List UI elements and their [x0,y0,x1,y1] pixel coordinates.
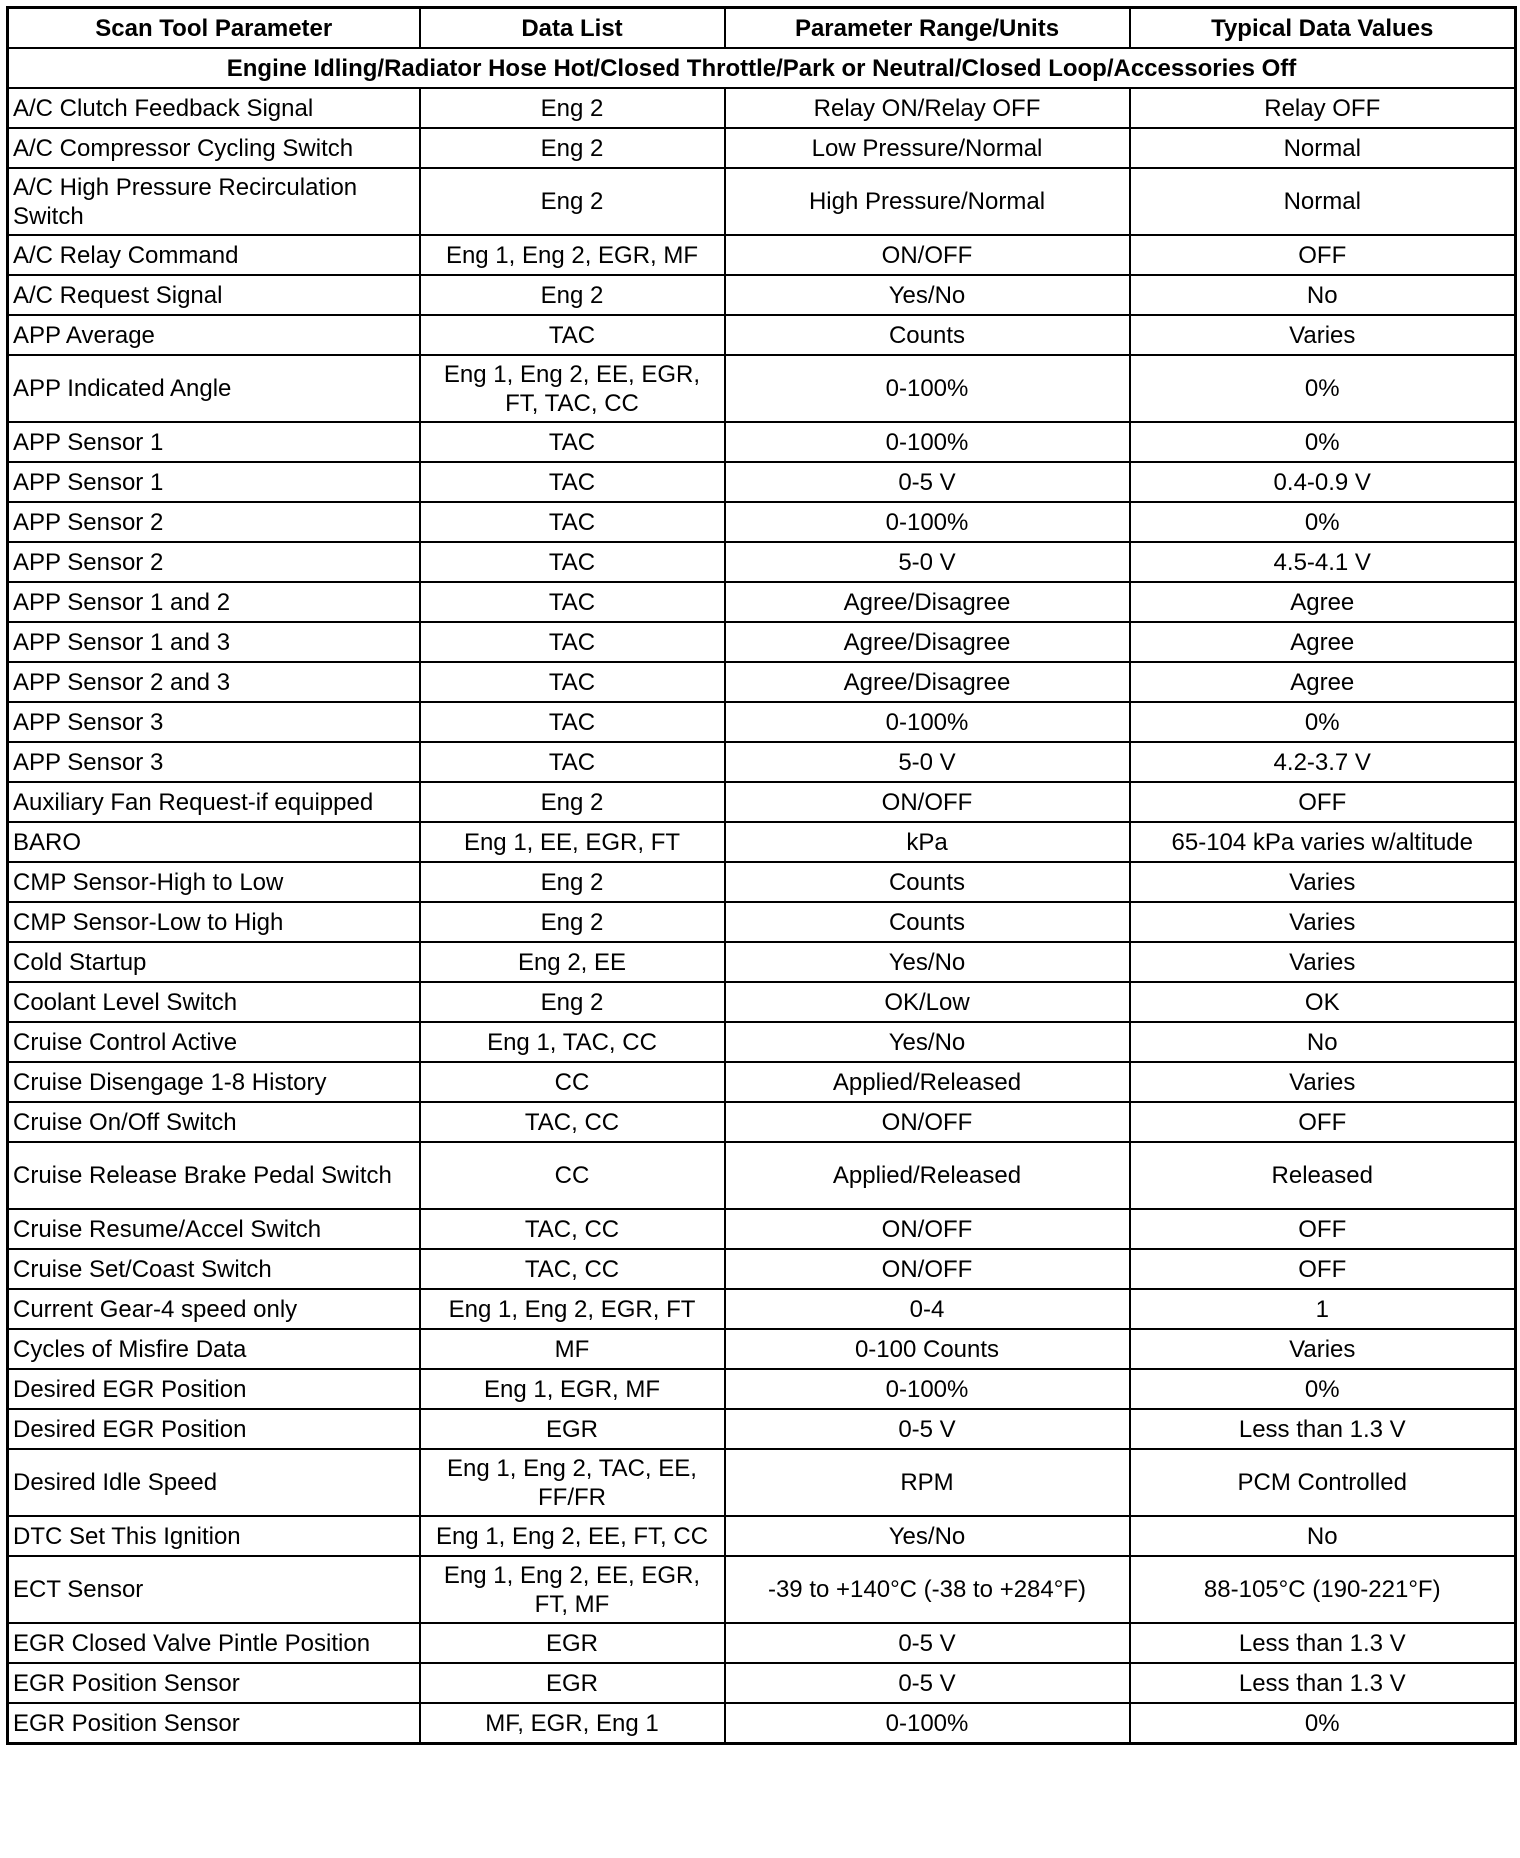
table-row [8,502,1516,542]
data-list-cell: Eng 1, Eng 2, EGR, FT [420,1289,725,1329]
range-units-cell: 0-5 V [725,1623,1130,1663]
range-units-cell: ON/OFF [725,235,1130,275]
typical-value-cell: OFF [1130,1102,1516,1142]
range-units-cell: ON/OFF [725,782,1130,822]
table-body [8,48,1516,1744]
table-row [8,782,1516,822]
header-data-list: Data List [420,8,725,49]
table-row [8,1369,1516,1409]
typical-value-cell: Agree [1130,662,1516,702]
range-units-cell: 5-0 V [725,742,1130,782]
data-list-cell: TAC [420,662,725,702]
typical-value-cell: 65-104 kPa varies w/altitude [1130,822,1516,862]
table-row [8,702,1516,742]
data-list-cell: Eng 2 [420,982,725,1022]
parameter-name-cell: A/C Compressor Cycling Switch [8,128,420,168]
range-units-cell: 5-0 V [725,542,1130,582]
table-row [8,582,1516,622]
table-row [8,1209,1516,1249]
table-row [8,128,1516,168]
range-units-cell: Yes/No [725,1022,1130,1062]
table-row [8,942,1516,982]
parameter-name-cell: A/C High Pressure Recirculation Switch [8,168,420,235]
range-units-cell: Applied/Released [725,1142,1130,1209]
table-row [8,862,1516,902]
parameter-name-cell: APP Sensor 1 [8,422,420,462]
range-units-cell: Yes/No [725,942,1130,982]
range-units-cell: 0-100% [725,502,1130,542]
range-units-cell: Yes/No [725,1516,1130,1556]
table-row [8,1663,1516,1703]
typical-value-cell: 0% [1130,502,1516,542]
range-units-cell: 0-100% [725,1369,1130,1409]
range-units-cell: 0-100% [725,422,1130,462]
table-row [8,1329,1516,1369]
parameter-name-cell: Cruise Set/Coast Switch [8,1249,420,1289]
parameter-name-cell: APP Sensor 3 [8,702,420,742]
typical-value-cell: No [1130,1516,1516,1556]
range-units-cell: 0-100% [725,355,1130,422]
typical-value-cell: 0.4-0.9 V [1130,462,1516,502]
typical-value-cell: No [1130,1022,1516,1062]
typical-value-cell: OFF [1130,235,1516,275]
table-row [8,1102,1516,1142]
data-list-cell: TAC [420,542,725,582]
table-row [8,275,1516,315]
header-parameter-range-units: Parameter Range/Units [725,8,1130,49]
table-row [8,1062,1516,1102]
parameter-name-cell: Cold Startup [8,942,420,982]
typical-value-cell: 4.2-3.7 V [1130,742,1516,782]
header-row [8,8,1516,49]
range-units-cell: Agree/Disagree [725,622,1130,662]
table-row [8,1249,1516,1289]
table-row [8,1703,1516,1744]
parameter-name-cell: APP Sensor 1 and 2 [8,582,420,622]
parameter-name-cell: EGR Closed Valve Pintle Position [8,1623,420,1663]
condition-row [8,48,1516,88]
range-units-cell: RPM [725,1449,1130,1516]
parameter-name-cell: Cruise Release Brake Pedal Switch [8,1142,420,1209]
range-units-cell: 0-100 Counts [725,1329,1130,1369]
data-list-cell: Eng 1, EGR, MF [420,1369,725,1409]
parameter-name-cell: APP Sensor 1 [8,462,420,502]
parameter-name-cell: APP Sensor 3 [8,742,420,782]
typical-value-cell: 0% [1130,1369,1516,1409]
data-list-cell: MF [420,1329,725,1369]
table-header [8,8,1516,49]
range-units-cell: 0-5 V [725,462,1130,502]
typical-value-cell: OFF [1130,782,1516,822]
table-row [8,315,1516,355]
parameter-name-cell: APP Sensor 2 [8,542,420,582]
typical-value-cell: Less than 1.3 V [1130,1623,1516,1663]
parameter-name-cell: APP Sensor 1 and 3 [8,622,420,662]
data-list-cell: Eng 1, Eng 2, TAC, EE, FF/FR [420,1449,725,1516]
parameter-name-cell: APP Indicated Angle [8,355,420,422]
typical-value-cell: Less than 1.3 V [1130,1409,1516,1449]
table-row [8,982,1516,1022]
parameter-name-cell: A/C Relay Command [8,235,420,275]
typical-value-cell: OK [1130,982,1516,1022]
range-units-cell: Low Pressure/Normal [725,128,1130,168]
table-row [8,1623,1516,1663]
parameter-name-cell: Desired Idle Speed [8,1449,420,1516]
parameter-name-cell: CMP Sensor-High to Low [8,862,420,902]
data-list-cell: EGR [420,1409,725,1449]
test-condition-text: Engine Idling/Radiator Hose Hot/Closed Throttle/Park or Neutral/Closed Loop/Accessories Off [8,48,1516,88]
range-units-cell: 0-5 V [725,1663,1130,1703]
range-units-cell: 0-100% [725,1703,1130,1744]
table-row [8,1022,1516,1062]
range-units-cell: ON/OFF [725,1249,1130,1289]
data-list-cell: TAC [420,702,725,742]
range-units-cell: 0-100% [725,702,1130,742]
header-typical-data-values: Typical Data Values [1130,8,1516,49]
table-row [8,235,1516,275]
data-list-cell: Eng 1, Eng 2, EE, EGR, FT, TAC, CC [420,355,725,422]
table-row [8,1449,1516,1516]
typical-value-cell: Varies [1130,862,1516,902]
typical-value-cell: Varies [1130,902,1516,942]
range-units-cell: Counts [725,315,1130,355]
typical-value-cell: Agree [1130,622,1516,662]
parameter-name-cell: APP Sensor 2 [8,502,420,542]
data-list-cell: Eng 2 [420,88,725,128]
data-list-cell: TAC, CC [420,1249,725,1289]
data-list-cell: TAC, CC [420,1209,725,1249]
parameter-name-cell: Cruise On/Off Switch [8,1102,420,1142]
table-row [8,662,1516,702]
typical-value-cell: Agree [1130,582,1516,622]
table-row [8,902,1516,942]
table-row [8,168,1516,235]
typical-value-cell: Released [1130,1142,1516,1209]
typical-value-cell: 0% [1130,702,1516,742]
range-units-cell: kPa [725,822,1130,862]
data-list-cell: Eng 2 [420,902,725,942]
parameter-name-cell: Cruise Control Active [8,1022,420,1062]
range-units-cell: High Pressure/Normal [725,168,1130,235]
typical-value-cell: 0% [1130,355,1516,422]
parameter-name-cell: EGR Position Sensor [8,1663,420,1703]
table-row [8,462,1516,502]
table-row [8,422,1516,462]
range-units-cell: Applied/Released [725,1062,1130,1102]
parameter-table-sheet [6,6,1514,1745]
table-row [8,822,1516,862]
data-list-cell: TAC [420,742,725,782]
typical-value-cell: OFF [1130,1249,1516,1289]
typical-value-cell: PCM Controlled [1130,1449,1516,1516]
data-list-cell: Eng 2 [420,128,725,168]
parameter-name-cell: ECT Sensor [8,1556,420,1623]
parameter-name-cell: APP Average [8,315,420,355]
table-row [8,355,1516,422]
parameter-name-cell: Cruise Resume/Accel Switch [8,1209,420,1249]
header-scan-tool-parameter: Scan Tool Parameter [8,8,420,49]
data-list-cell: Eng 2 [420,862,725,902]
typical-value-cell: Relay OFF [1130,88,1516,128]
data-list-cell: CC [420,1142,725,1209]
range-units-cell: Agree/Disagree [725,662,1130,702]
typical-value-cell: Varies [1130,1329,1516,1369]
parameter-name-cell: Current Gear-4 speed only [8,1289,420,1329]
typical-value-cell: OFF [1130,1209,1516,1249]
data-list-cell: Eng 1, TAC, CC [420,1022,725,1062]
scan-tool-parameter-table [6,6,1517,1745]
data-list-cell: TAC [420,422,725,462]
range-units-cell: ON/OFF [725,1102,1130,1142]
data-list-cell: TAC [420,622,725,662]
range-units-cell: Yes/No [725,275,1130,315]
typical-value-cell: 88-105°C (190-221°F) [1130,1556,1516,1623]
typical-value-cell: Normal [1130,128,1516,168]
data-list-cell: Eng 1, Eng 2, EE, EGR, FT, MF [420,1556,725,1623]
data-list-cell: Eng 1, Eng 2, EGR, MF [420,235,725,275]
parameter-name-cell: DTC Set This Ignition [8,1516,420,1556]
data-list-cell: CC [420,1062,725,1102]
parameter-name-cell: Desired EGR Position [8,1369,420,1409]
typical-value-cell: Normal [1130,168,1516,235]
parameter-name-cell: APP Sensor 2 and 3 [8,662,420,702]
parameter-name-cell: CMP Sensor-Low to High [8,902,420,942]
range-units-cell: 0-4 [725,1289,1130,1329]
data-list-cell: TAC [420,315,725,355]
range-units-cell: -39 to +140°C (-38 to +284°F) [725,1556,1130,1623]
parameter-name-cell: EGR Position Sensor [8,1703,420,1744]
typical-value-cell: Varies [1130,315,1516,355]
range-units-cell: ON/OFF [725,1209,1130,1249]
table-row [8,1289,1516,1329]
data-list-cell: TAC [420,582,725,622]
data-list-cell: Eng 2 [420,275,725,315]
table-row [8,622,1516,662]
data-list-cell: TAC [420,502,725,542]
data-list-cell: EGR [420,1623,725,1663]
table-row [8,742,1516,782]
parameter-name-cell: BARO [8,822,420,862]
data-list-cell: Eng 2 [420,168,725,235]
typical-value-cell: 0% [1130,1703,1516,1744]
data-list-cell: TAC, CC [420,1102,725,1142]
parameter-name-cell: A/C Request Signal [8,275,420,315]
range-units-cell: Relay ON/Relay OFF [725,88,1130,128]
table-row [8,1556,1516,1623]
parameter-name-cell: A/C Clutch Feedback Signal [8,88,420,128]
parameter-name-cell: Auxiliary Fan Request-if equipped [8,782,420,822]
typical-value-cell: No [1130,275,1516,315]
range-units-cell: OK/Low [725,982,1130,1022]
typical-value-cell: Varies [1130,1062,1516,1102]
parameter-name-cell: Cruise Disengage 1-8 History [8,1062,420,1102]
parameter-name-cell: Coolant Level Switch [8,982,420,1022]
data-list-cell: EGR [420,1663,725,1703]
parameter-name-cell: Desired EGR Position [8,1409,420,1449]
typical-value-cell: 0% [1130,422,1516,462]
range-units-cell: Agree/Disagree [725,582,1130,622]
data-list-cell: MF, EGR, Eng 1 [420,1703,725,1744]
typical-value-cell: Varies [1130,942,1516,982]
data-list-cell: Eng 2, EE [420,942,725,982]
table-row [8,1516,1516,1556]
data-list-cell: Eng 2 [420,782,725,822]
typical-value-cell: 1 [1130,1289,1516,1329]
typical-value-cell: 4.5-4.1 V [1130,542,1516,582]
table-row [8,1409,1516,1449]
range-units-cell: Counts [725,902,1130,942]
range-units-cell: 0-5 V [725,1409,1130,1449]
table-row [8,88,1516,128]
table-row [8,1142,1516,1209]
table-row [8,542,1516,582]
range-units-cell: Counts [725,862,1130,902]
data-list-cell: TAC [420,462,725,502]
parameter-name-cell: Cycles of Misfire Data [8,1329,420,1369]
data-list-cell: Eng 1, Eng 2, EE, FT, CC [420,1516,725,1556]
data-list-cell: Eng 1, EE, EGR, FT [420,822,725,862]
typical-value-cell: Less than 1.3 V [1130,1663,1516,1703]
